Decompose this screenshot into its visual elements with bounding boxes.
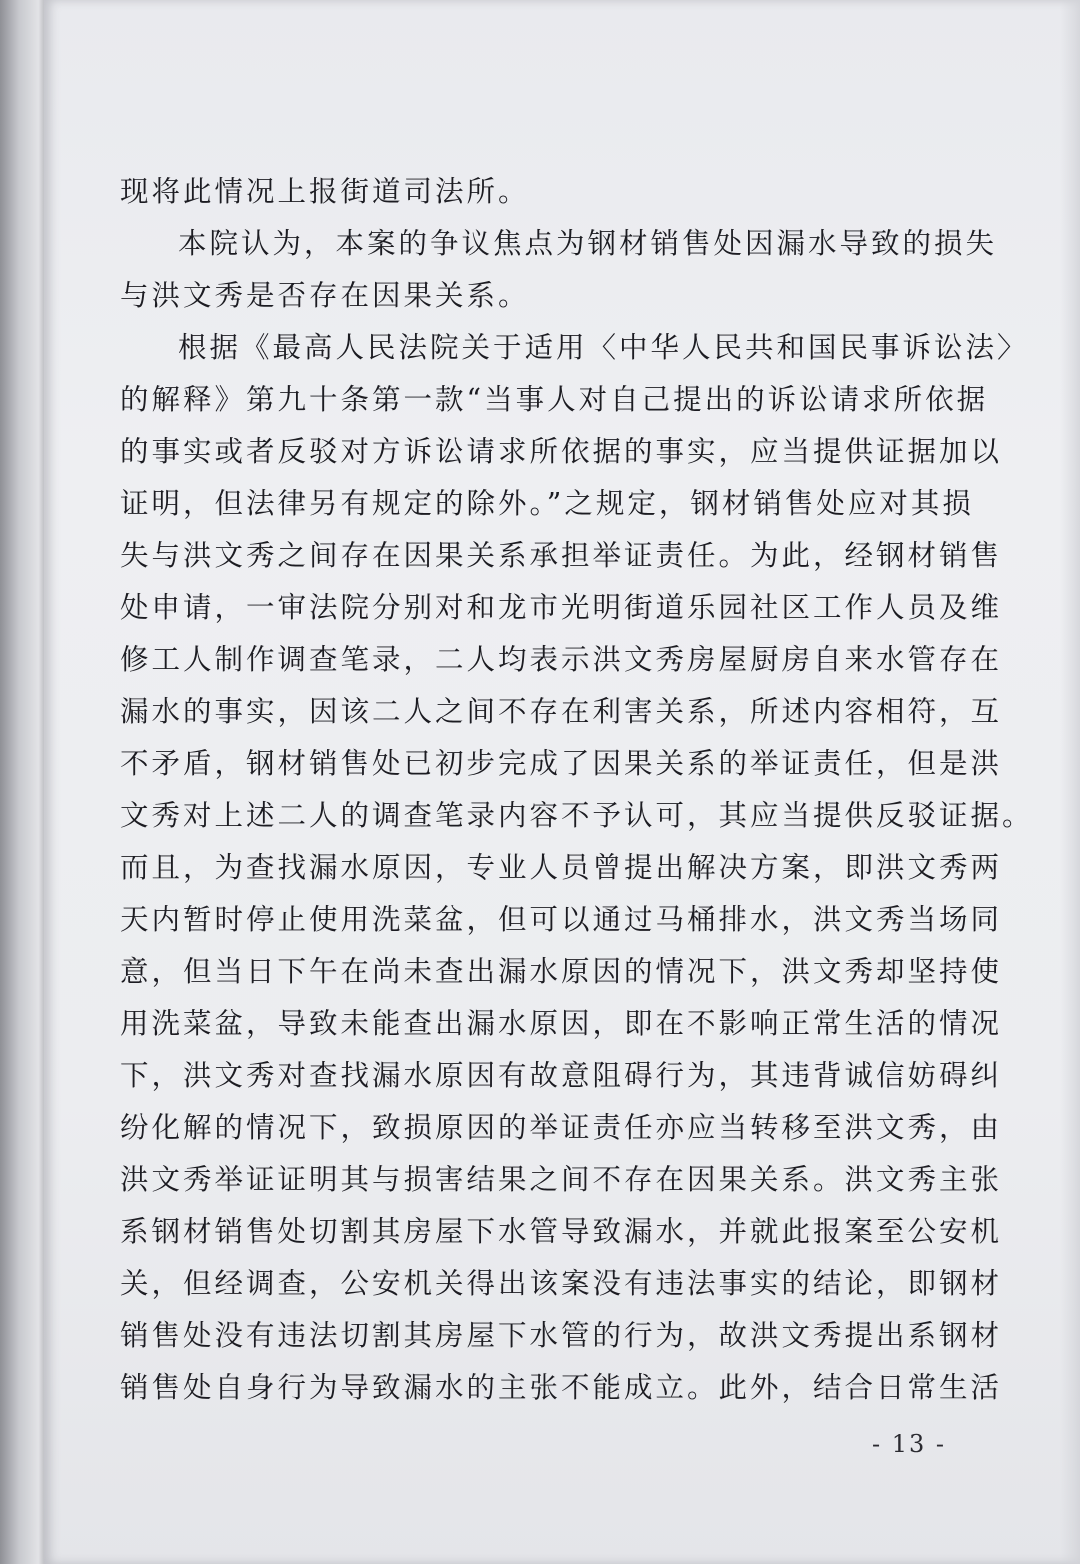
text-line: 天内暂时停止使用洗菜盆，但可以通过马桶排水，洪文秀当场同 [120,903,1003,936]
text-line: 处申请，一审法院分别对和龙市光明街道乐园社区工作人员及维 [120,591,1003,624]
body-text [120,166,1034,1414]
text-line: 洪文秀举证证明其与损害结果之间不存在因果关系。洪文秀主张 [120,1163,1003,1196]
text-line: 修工人制作调查笔录，二人均表示洪文秀房屋厨房自来水管存在 [120,643,1003,676]
text-line: 现将此情况上报街道司法所。 [120,175,530,208]
text-line: 意，但当日下午在尚未查出漏水原因的情况下，洪文秀却坚持使 [120,955,1003,988]
text-line: 销售处自身行为导致漏水的主张不能成立。此外，结合日常生活 [120,1371,1003,1404]
text-line: 证明，但法律另有规定的除外。”之规定，钢材销售处应对其损 [120,487,974,520]
page-number: - 13 - [872,1430,947,1458]
text-line: 文秀对上述二人的调查笔录内容不予认可，其应当提供反驳证据。 [120,799,1034,832]
text-line: 纷化解的情况下，致损原因的举证责任亦应当转移至洪文秀，由 [120,1111,1003,1144]
previous-page-edge [0,0,48,1564]
text-line: 下，洪文秀对查找漏水原因有故意阻碍行为，其违背诚信妨碍纠 [120,1059,1003,1092]
text-line: 根据《最高人民法院关于适用〈中华人民共和国民事诉讼法〉 [178,331,1029,364]
text-line: 关，但经调查，公安机关得出该案没有违法事实的结论，即钢材 [120,1267,1003,1300]
text-line: 与洪文秀是否存在因果关系。 [120,279,530,312]
text-line: 漏水的事实，因该二人之间不存在利害关系，所述内容相符，互 [120,695,1003,728]
text-line: 销售处没有违法切割其房屋下水管的行为，故洪文秀提出系钢材 [120,1319,1003,1352]
text-line: 而且，为查找漏水原因，专业人员曾提出解决方案，即洪文秀两 [120,851,1003,884]
text-line: 的事实或者反驳对方诉讼请求所依据的事实，应当提供证据加以 [120,435,1003,468]
text-line: 用洗菜盆，导致未能查出漏水原因，即在不影响正常生活的情况 [120,1007,1003,1040]
text-line: 系钢材销售处切割其房屋下水管导致漏水，并就此报案至公安机 [120,1215,1003,1248]
text-line: 失与洪文秀之间存在因果关系承担举证责任。为此，经钢材销售 [120,539,1003,572]
text-line: 的解释》第九十条第一款“当事人对自己提出的诉讼请求所依据 [120,383,989,416]
text-line: 不矛盾，钢材销售处已初步完成了因果关系的举证责任，但是洪 [120,747,1003,780]
text-line: 本院认为，本案的争议焦点为钢材销售处因漏水导致的损失 [178,227,998,260]
page-right-shadow [1060,0,1080,1564]
